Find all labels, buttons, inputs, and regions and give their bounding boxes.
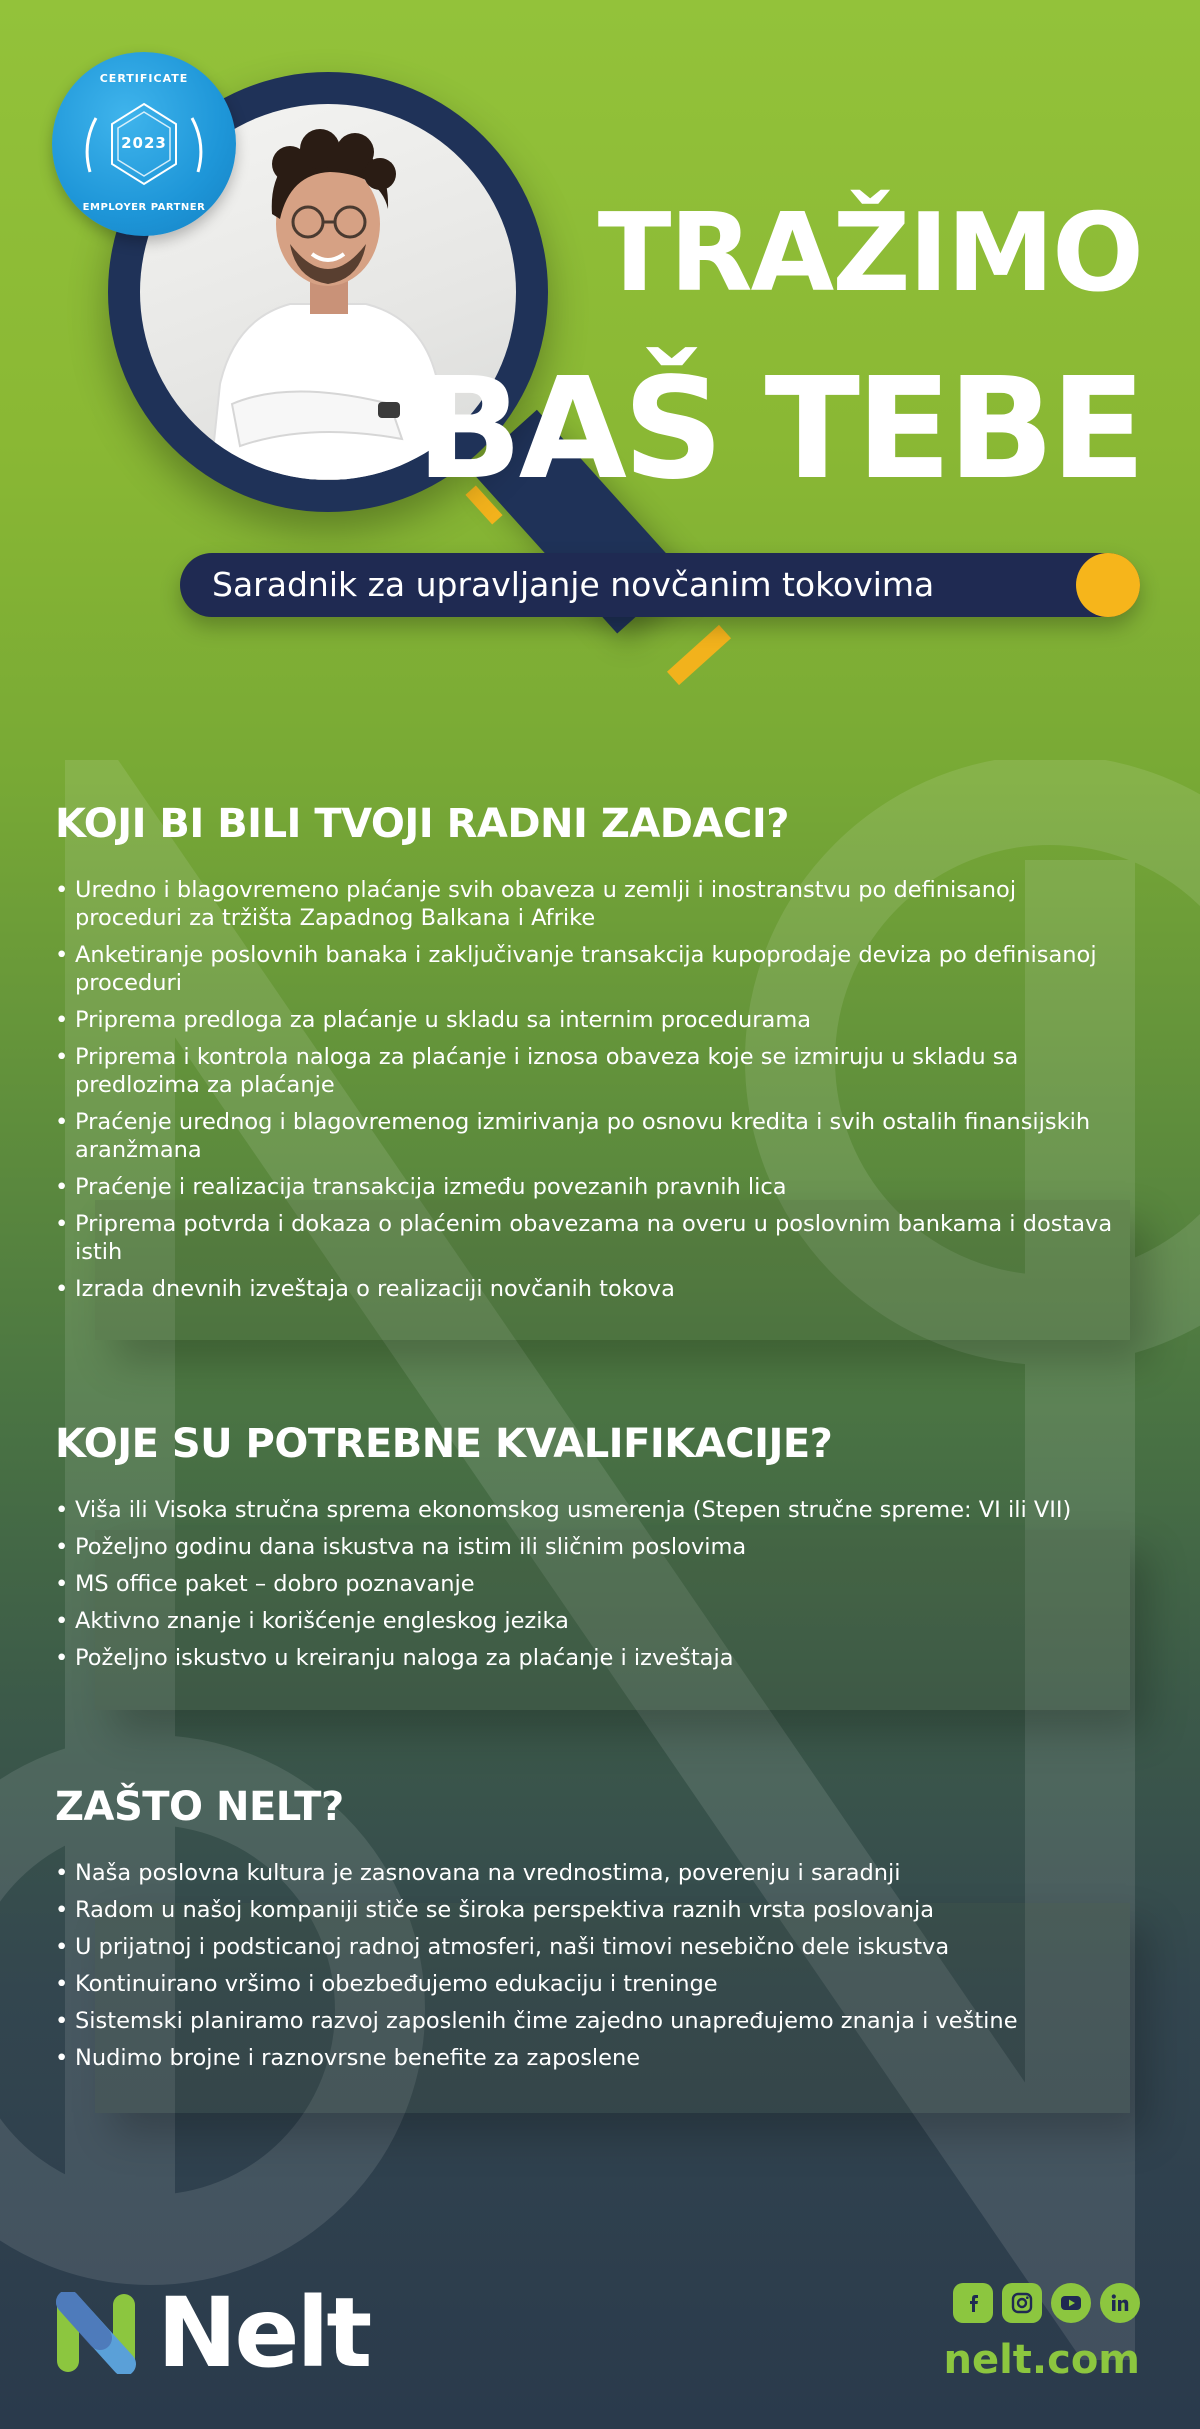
headline-line-2: BAŠ TEBE [415,348,1142,511]
qualifications-heading: KOJE SU POTREBNE KVALIFIKACIJE? [55,1421,833,1467]
list-item: • Priprema predloga za plaćanje u skladu sa internim procedurama [55,1006,1130,1034]
list-item: • Poželjno iskustvo u kreiranju naloga za plaćanje i izveštaja [55,1644,1130,1672]
qualifications-list [55,1496,1130,1672]
list-item: • Naša poslovna kultura je zasnovana na vrednostima, poverenju i saradnji [55,1859,1130,1887]
list-item: • Praćenje i realizacija transakcija između povezanih pravnih lica [55,1173,1130,1201]
tasks-list [55,876,1130,1303]
why-nelt-section [55,1783,1130,2081]
list-item: • Priprema i kontrola naloga za plaćanje i iznosa obaveza koje se izmiruju u skladu sa predlozima za plaćanje [55,1043,1130,1099]
tasks-section [55,800,1130,1312]
list-item: • Uredno i blagovremeno plaćanje svih obaveza u zemlji i inostranstvu po definisanoj proceduri za tržišta Zapadnog Balkana i Afrike [55,876,1130,932]
list-item: • Priprema potvrda i dokaza o plaćenim obavezama na overu u poslovnim bankama i dostava istih [55,1210,1130,1266]
list-item: • Viša ili Visoka stručna sprema ekonomskog usmerenja (Stepen stručne spreme: VI ili VII) [55,1496,1130,1524]
tasks-heading: KOJI BI BILI TVOJI RADNI ZADACI? [55,801,789,847]
social-links [953,2283,1140,2323]
list-item: • Radom u našoj kompaniji stiče se široka perspektiva raznih vrsta poslovanja [55,1896,1130,1924]
nelt-logo[interactable] [55,2277,370,2389]
why-nelt-heading: ZAŠTO NELT? [55,1784,344,1830]
yellow-dot-icon [1076,553,1140,617]
position-banner [180,553,1140,617]
list-item: • Kontinuirano vršimo i obezbeđujemo edukaciju i treninge [55,1970,1130,1998]
nelt-n-logo-icon [55,2292,137,2374]
logo-wordmark: Nelt [157,2277,370,2389]
list-item: • Aktivno znanje i korišćenje engleskog jezika [55,1607,1130,1635]
list-item: • Anketiranje poslovnih banaka i zaključivanje transakcija kupoprodaje deviza po definisanoj proceduri [55,941,1130,997]
list-item: • Izrada dnevnih izveštaja o realizaciji novčanih tokova [55,1275,1130,1303]
handle-stripe [667,625,731,685]
youtube-icon[interactable] [1051,2283,1091,2323]
list-item: • Nudimo brojne i raznovrsne benefite za zaposlene [55,2044,1130,2072]
badge-bottom-text: EMPLOYER PARTNER [82,202,206,213]
badge-top-text: CERTIFICATE [99,72,189,85]
facebook-icon[interactable] [953,2283,993,2323]
qualifications-section [55,1420,1130,1681]
employer-partner-badge [52,52,236,236]
position-title: Saradnik za upravljanje novčanim tokovima [212,565,935,604]
list-item: • Poželjno godinu dana iskustva na istim ili sličnim poslovima [55,1533,1130,1561]
instagram-icon[interactable] [1002,2283,1042,2323]
website-link[interactable]: nelt.com [943,2337,1140,2383]
headline-line-1: TRAŽIMO [597,191,1142,316]
badge-year: 2023 [121,134,167,152]
list-item: • U prijatnoj i podsticanoj radnoj atmosferi, naši timovi nesebično dele iskustva [55,1933,1130,1961]
linkedin-icon[interactable] [1100,2283,1140,2323]
list-item: • Sistemski planiramo razvoj zaposlenih čime zajedno unapređujemo znanja i veštine [55,2007,1130,2035]
list-item: • MS office paket – dobro poznavanje [55,1570,1130,1598]
why-nelt-list [55,1859,1130,2072]
list-item: • Praćenje urednog i blagovremenog izmirivanja po osnovu kredita i svih ostalih finansijskih aranžmana [55,1108,1130,1164]
